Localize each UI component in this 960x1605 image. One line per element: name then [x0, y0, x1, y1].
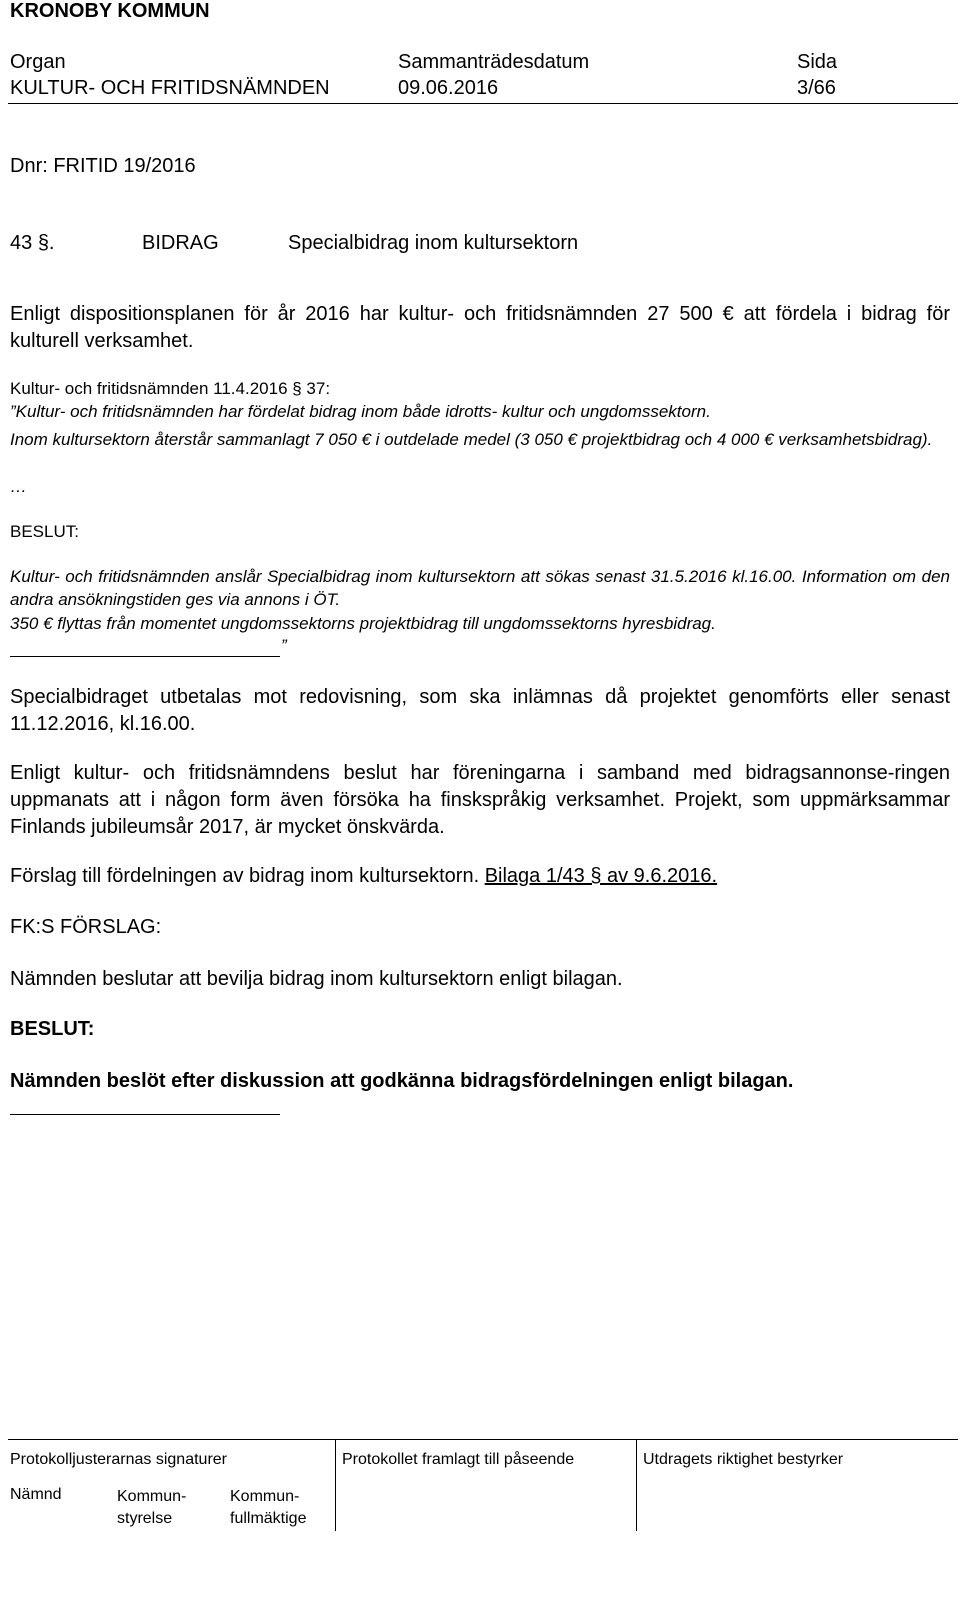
item-title: Specialbidrag inom kultursektorn — [288, 232, 579, 254]
signatures-label: Protokolljusterarnas signaturer — [10, 1451, 227, 1468]
page-number: 3/66 — [797, 77, 836, 99]
organ-value: KULTUR- OCH FRITIDSNÄMNDEN — [10, 77, 330, 99]
municipal-board-line-1: Kommun- — [117, 1488, 187, 1505]
quote-line-1: ”Kultur- och fritidsnämnden har fördelat bidrag inom både idrotts- kultur och ungdomssektorn. — [10, 402, 711, 421]
header-rule — [8, 103, 958, 104]
posted-label: Protokollet framlagt till påseende — [342, 1451, 575, 1468]
footer-col-municipal-council — [230, 1486, 306, 1530]
decision-label: BESLUT: — [10, 1018, 95, 1040]
quote-reference: Kultur- och fritidsnämnden 11.4.2016 § 37: — [10, 379, 331, 398]
item-number-value: 43 — [10, 232, 33, 254]
quote-decision-transfer: 350 € flyttas från momentet ungdomssektorns projektbidrag till ungdomssektorns hyresbidrag. — [10, 614, 716, 633]
footer-divider-1 — [335, 1439, 336, 1531]
organ-label: Organ — [10, 51, 66, 73]
municipal-board-line-2: styrelse — [117, 1510, 173, 1527]
quote-decision-label: BESLUT: — [10, 522, 79, 541]
municipality-name: KRONOBY KOMMUN — [10, 0, 210, 22]
municipal-council-line-1: Kommun- — [230, 1488, 300, 1505]
page-label: Sida — [797, 51, 838, 73]
footer-col-municipal-board — [117, 1486, 186, 1530]
quote-close-mark: ” — [281, 636, 287, 655]
diary-number: Dnr: FRITID 19/2016 — [10, 155, 196, 177]
language-paragraph: Enligt kultur- och fritidsnämndens beslut har föreningarna i samband med bidragsannonse-ringen uppmanats att i någon form även försöka ha finskspråkig verksamhet. Projekt, som uppmärksammar Finlands jubileumsår 2017, är mycket önskvärda. — [10, 762, 950, 838]
payment-paragraph: Specialbidraget utbetalas mot redovisning, som ska inlämnas då projektet genomförts eller senast 11.12.2016, kl.16.00. — [10, 686, 950, 735]
footer-col-board: Nämnd — [10, 1486, 62, 1503]
date-label: Sammanträdesdatum — [398, 51, 590, 73]
footer-divider-2 — [636, 1439, 637, 1531]
municipal-council-line-2: fullmäktige — [230, 1510, 307, 1527]
attachment-link[interactable]: Bilaga 1/43 § av 9.6.2016. — [484, 865, 718, 887]
section-sign: §. — [37, 232, 55, 254]
proposal-paragraph — [10, 863, 950, 890]
certified-label: Utdragets riktighet bestyrker — [643, 1451, 844, 1468]
intro-paragraph: Enligt dispositionsplanen för år 2016 har kultur- och fritidsnämnden 27 500 € att fördela i bidrag för kulturell verksamhet. — [10, 303, 950, 352]
quote-line-2: Inom kultursektorn återstår sammanlagt 7 050 € i outdelade medel (3 050 € projektbidrag och 4 000 € verksamhetsbidrag). — [10, 430, 933, 449]
quote-end-rule — [10, 656, 280, 657]
proposal-text: Förslag till fördelningen av bidrag inom kultursektorn. — [10, 865, 480, 887]
item-type: BIDRAG — [142, 232, 219, 254]
item-number — [10, 230, 55, 257]
decision-body: Nämnden beslöt efter diskussion att godkänna bidragsfördelningen enligt bilagan. — [10, 1070, 794, 1092]
quote-ellipsis: … — [10, 477, 27, 496]
date-value: 09.06.2016 — [398, 77, 499, 99]
proposal-body: Nämnden beslutar att bevilja bidrag inom kultursektorn enligt bilagan. — [10, 968, 623, 990]
footer-rule — [8, 1439, 958, 1440]
quote-decision-text: Kultur- och fritidsnämnden anslår Specialbidrag inom kultursektorn att sökas senast 31.5.2016 kl.16.00. Information om den andra ansökningstiden ges via annons i ÖT. — [10, 567, 950, 609]
proposal-label: FK:S FÖRSLAG: — [10, 916, 162, 938]
decision-end-rule — [10, 1114, 280, 1115]
